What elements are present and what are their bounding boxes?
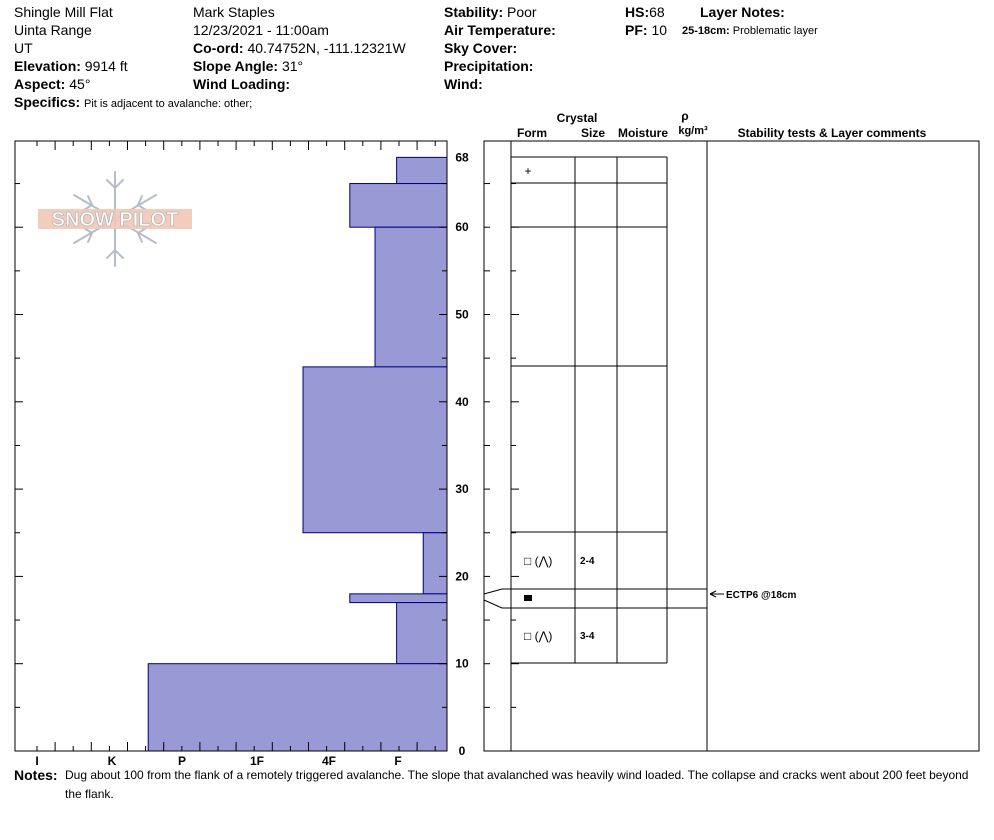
crystal-form: □ (⋀) bbox=[524, 629, 553, 643]
slope-value: 31° bbox=[281, 58, 304, 74]
elevation-label: Elevation: bbox=[14, 58, 81, 74]
hardness-bar-1 bbox=[350, 184, 447, 228]
layer-table-frame bbox=[484, 141, 979, 751]
specifics-value: Pit is adjacent to avalanche: other; bbox=[84, 98, 253, 110]
depth-label: 68 bbox=[455, 150, 469, 165]
depth-label: 50 bbox=[455, 307, 469, 322]
pf-value: 10 bbox=[651, 22, 668, 38]
hardness-label: P bbox=[177, 754, 187, 768]
depth-label: 30 bbox=[455, 482, 469, 497]
logo-text: SNOW PILOT bbox=[51, 209, 179, 231]
wind-label: Wind: bbox=[444, 76, 483, 92]
size-header: Size bbox=[580, 126, 606, 140]
observer-name: Mark Staples bbox=[193, 4, 275, 20]
form-header: Form bbox=[517, 126, 547, 140]
hardness-bar-2 bbox=[375, 227, 447, 367]
hardness-bar-6 bbox=[397, 603, 447, 664]
hardness-label: 4F bbox=[321, 754, 337, 768]
specifics-label: Specifics: bbox=[14, 94, 81, 110]
hardness-bar-5 bbox=[350, 594, 447, 603]
hs-value: 68 bbox=[649, 4, 665, 20]
hardness-label: 1F bbox=[249, 754, 265, 768]
stability-label: Stability: bbox=[444, 4, 504, 20]
depth-label: 10 bbox=[455, 656, 469, 671]
location-name: Shingle Mill Flat bbox=[14, 4, 113, 20]
layer-connector bbox=[484, 589, 511, 594]
state: UT bbox=[14, 40, 33, 56]
hardness-label: F bbox=[394, 754, 402, 768]
hardness-bar-3 bbox=[303, 367, 447, 533]
sky-cover-label: Sky Cover: bbox=[444, 40, 518, 56]
crystal-form: + bbox=[524, 164, 532, 178]
crystal-header: Crystal bbox=[556, 111, 598, 125]
precipitation-label: Precipitation: bbox=[444, 58, 534, 74]
hardness-label: K bbox=[107, 754, 117, 768]
layer-note-text: Problematic layer bbox=[732, 25, 818, 37]
rho-header: ρ bbox=[681, 109, 689, 123]
coord-label: Co-ord: bbox=[193, 40, 244, 56]
coord-value: 40.74752N, -111.12321W bbox=[247, 40, 406, 56]
stability-value: Poor bbox=[507, 4, 537, 20]
hardness-bar-7 bbox=[148, 664, 447, 751]
elevation-value: 9914 ft bbox=[84, 58, 128, 74]
density-unit-header: kg/m³ bbox=[678, 125, 708, 137]
air-temperature-label: Air Temperature: bbox=[444, 22, 556, 38]
hardness-bar-0 bbox=[397, 157, 447, 183]
depth-label: 0 bbox=[458, 744, 466, 758]
crystal-size: 3-4 bbox=[580, 631, 595, 642]
depth-label: 60 bbox=[455, 220, 469, 235]
snowpilot-logo bbox=[38, 172, 192, 266]
layer-connector bbox=[484, 600, 511, 608]
stability-test-label: ECTP6 @18cm bbox=[726, 590, 797, 601]
notes-label: Notes: bbox=[14, 767, 58, 783]
pf-label: PF: bbox=[625, 22, 648, 38]
hs-label: HS: bbox=[625, 4, 650, 20]
slope-label: Slope Angle: bbox=[193, 58, 279, 74]
crystal-size: 2-4 bbox=[580, 556, 595, 567]
hardness-bar-4 bbox=[423, 533, 447, 594]
aspect-label: Aspect: bbox=[14, 76, 66, 92]
mountain-range: Uinta Range bbox=[14, 22, 92, 38]
layer-note-range: 25-18cm: bbox=[682, 25, 730, 37]
crystal-form-solid bbox=[524, 595, 532, 601]
depth-label: 20 bbox=[455, 569, 469, 584]
crystal-form: □ (⋀) bbox=[524, 554, 553, 568]
notes-text: Dug about 100 from the flank of a remotely triggered avalanche. The slope that avalanched was heavily wind loaded. The collapse and cracks went about 200 feet beyond the flank. bbox=[65, 768, 969, 801]
wind-loading-label: Wind Loading: bbox=[193, 76, 291, 92]
stability-tests-header: Stability tests & Layer comments bbox=[737, 126, 927, 140]
aspect-value: 45° bbox=[69, 76, 91, 92]
depth-label: 40 bbox=[455, 394, 469, 409]
hardness-label: I bbox=[35, 754, 39, 768]
observation-datetime: 12/23/2021 - 11:00am bbox=[193, 22, 329, 38]
layer-notes-label: Layer Notes: bbox=[700, 4, 785, 20]
moisture-header: Moisture bbox=[617, 126, 669, 140]
